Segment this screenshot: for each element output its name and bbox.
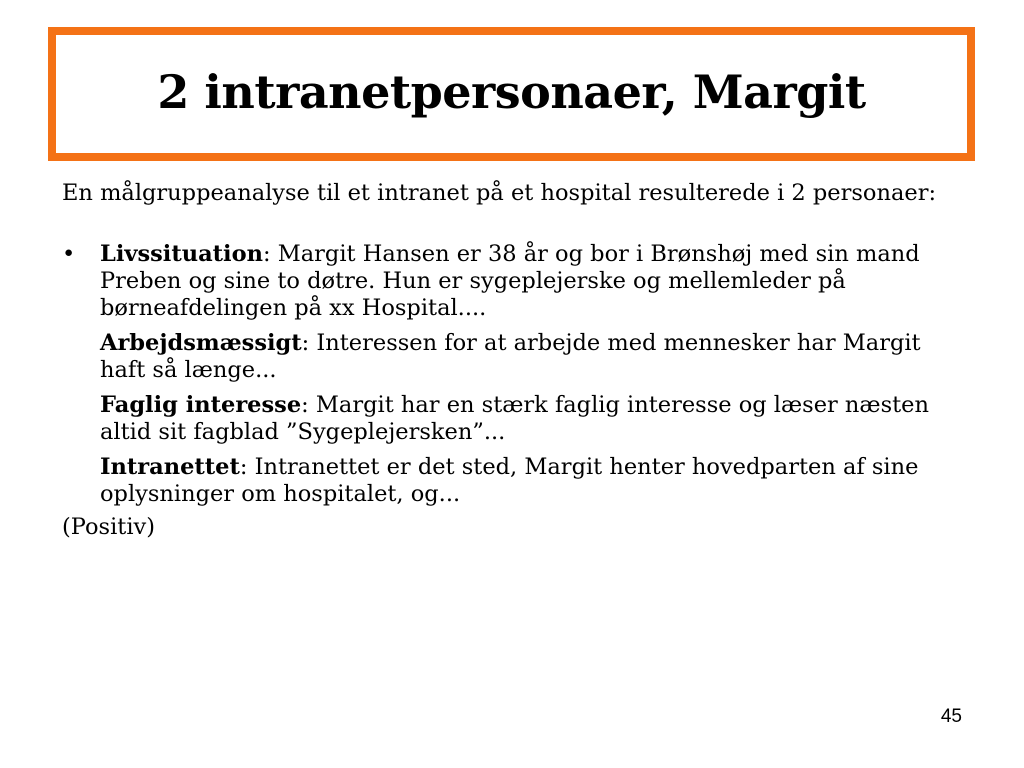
page-number: 45 [940,706,962,727]
slide-body [62,180,972,541]
closing-note: (Positiv) [62,514,156,540]
spacer [62,207,972,241]
sub-item-arbejdsmaessigt [62,330,972,384]
sub-item-label: Faglig interesse [100,392,302,418]
sub-item-text: : Intranettet er det sted, Margit henter hovedparten af sine oplysninger om hospitalet, og... [100,454,919,507]
sub-item-faglig-interesse [62,392,972,446]
bullet-icon: • [62,241,76,267]
sub-item-intranettet [62,454,972,508]
sub-item-label: Arbejdsmæssigt [100,330,302,356]
bullet-item-livssituation [62,241,972,322]
sub-item-text: : Margit har en stærk faglig interesse og læser næsten altid sit fagblad ”Sygeplejersken”... [100,392,929,445]
sub-item-text: : Interessen for at arbejde med mennesker har Margit haft så længe... [100,330,921,383]
slide-title: 2 intranetpersonaer, Margit [157,65,866,119]
bullet-text: : Margit Hansen er 38 år og bor i Brønshøj med sin mand Preben og sine to døtre. Hun er sygeplejerske og mellemleder på børneafdelingen på xx Hospital.... [100,241,920,321]
bullet-label: Livssituation [100,241,263,267]
sub-item-label: Intranettet [100,454,240,480]
title-frame [48,27,975,161]
intro-paragraph: En målgruppeanalyse til et intranet på et hospital resulterede i 2 personaer: [62,180,937,206]
